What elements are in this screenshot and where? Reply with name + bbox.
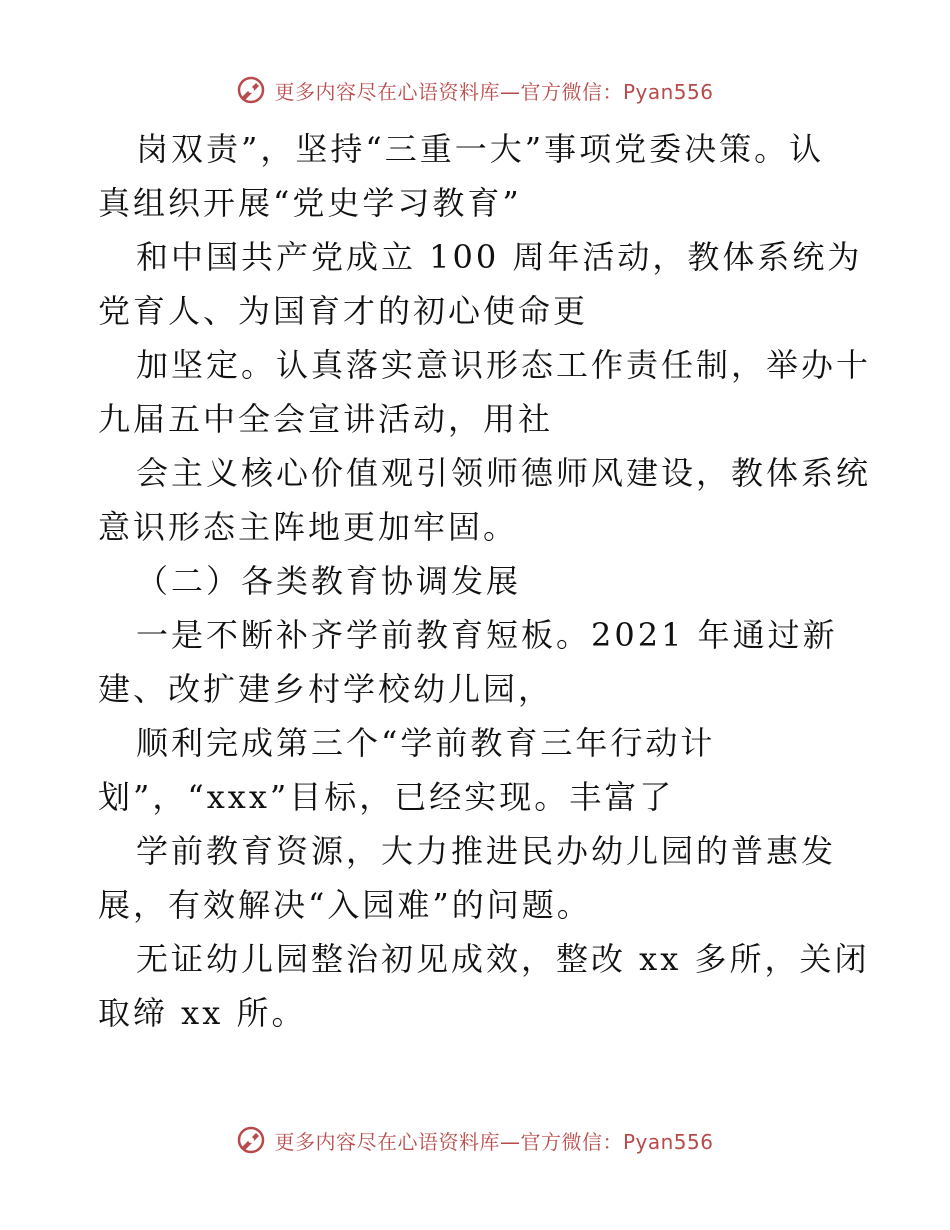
- footer-watermark: [0, 1120, 950, 1160]
- text-line: 顺利完成第三个“学前教育三年行动计: [136, 724, 716, 762]
- document-body: [98, 122, 872, 1040]
- watermark-text: 更多内容尽在心语资料库—官方微信：Pyan556: [274, 1129, 714, 1154]
- text-line: 建、改扩建乡村学校幼儿园，: [98, 670, 554, 708]
- text-line: 划”，“xxx”目标，已经实现。丰富了: [98, 778, 675, 816]
- text-line: 取缔 xx 所。: [98, 994, 307, 1032]
- logo-icon: [236, 75, 266, 105]
- text-line: 学前教育资源，大力推进民办幼儿园的普惠发: [136, 832, 837, 870]
- header-watermark: [0, 70, 950, 110]
- text-line: 真组织开展“党史学习教育”: [98, 184, 522, 222]
- logo-icon: [236, 1125, 266, 1155]
- text-line: 一是不断补齐学前教育短板。2021 年通过新: [136, 616, 838, 654]
- section-heading: （二）各类教育协调发展: [136, 562, 522, 600]
- text-line: 展，有效解决“入园难”的问题。: [98, 886, 592, 924]
- text-line: 和中国共产党成立 100 周年活动，教体系统为: [136, 238, 863, 276]
- text-line: 党育人、为国育才的初心使命更: [98, 292, 589, 330]
- text-line: 加坚定。认真落实意识形态工作责任制，举办十: [136, 346, 872, 384]
- text-line: 意识形态主阵地更加牢固。: [98, 508, 519, 546]
- text-line: 会主义核心价值观引领师德师风建设，教体系统: [136, 454, 872, 492]
- text-line: 九届五中全会宣讲活动，用社: [98, 400, 554, 438]
- text-line: 无证幼儿园整治初见成效，整改 xx 多所，关闭: [136, 940, 870, 978]
- watermark-text: 更多内容尽在心语资料库—官方微信：Pyan556: [274, 79, 714, 104]
- text-line: 岗双责”，坚持“三重一大”事项党委决策。认: [136, 130, 825, 168]
